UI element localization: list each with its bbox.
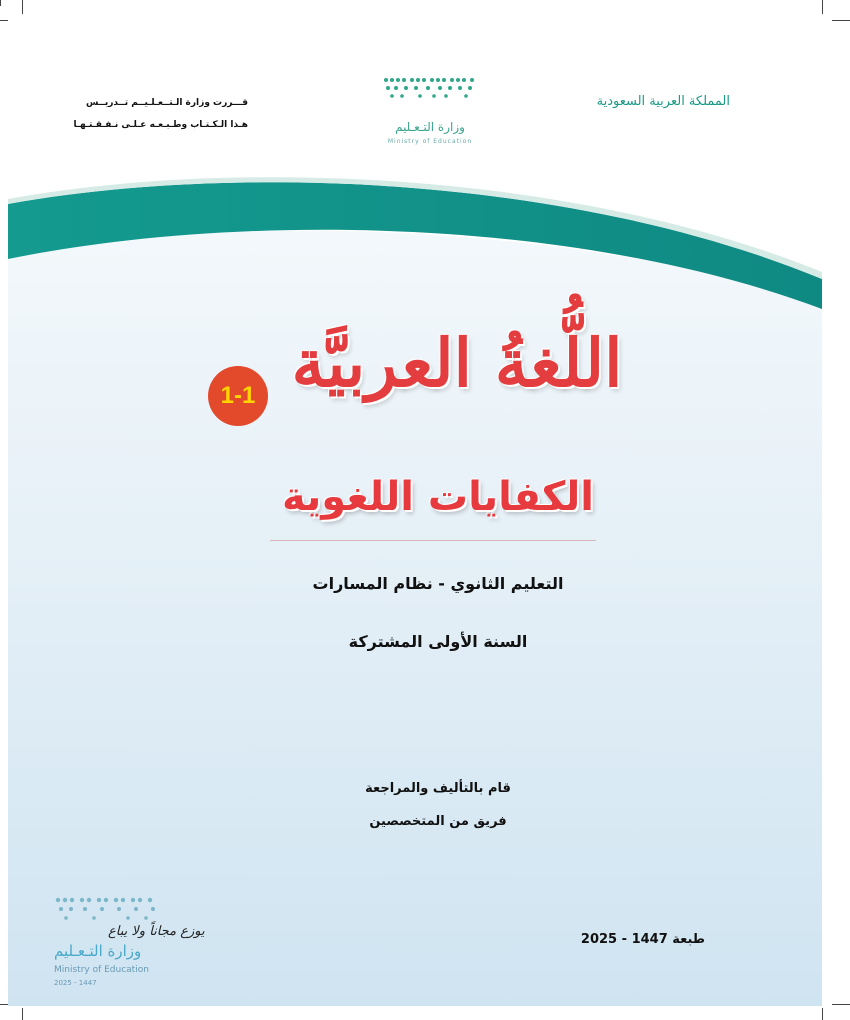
education-stage: التعليم الثانوي - نظام المسارات: [312, 574, 564, 593]
school-year: السنة الأولى المشتركة: [348, 632, 528, 651]
book-subtitle: الكفايات اللغوية: [282, 474, 594, 520]
crop-mark: [832, 1004, 850, 1005]
part-badge: 1-1: [208, 366, 268, 426]
kingdom-label: المملكة العربية السعودية: [596, 94, 730, 109]
free-distribution-label: يوزع مجاناً ولا يباع: [108, 924, 205, 939]
footer-ministry-ar: وزارة التـعـليم: [54, 942, 142, 960]
book-title: اللُّغةُ العربيَّة: [291, 324, 623, 402]
subtitle-underline: [270, 540, 596, 541]
author-line-1: قام بالتأليف والمراجعة: [365, 781, 511, 796]
ministry-name-en: Ministry of Education: [387, 138, 473, 145]
author-line-2: فريق من المتخصصين: [369, 814, 507, 829]
crop-mark: [822, 0, 823, 14]
crop-mark: [832, 20, 850, 21]
approval-line-1: قـــررت وزارة الـتــعـلـيــم تــدريــس: [85, 98, 248, 108]
crop-mark: [22, 0, 23, 14]
book-cover: [8, 14, 822, 1006]
ministry-name-ar: وزارة التـعـليم: [395, 120, 465, 134]
footer-years: 2025 - 1447: [54, 979, 97, 987]
crop-mark: [22, 1008, 23, 1020]
edition-label: طبعة 1447 - 2025: [580, 932, 706, 947]
crop-mark: [0, 0, 1, 6]
footer-ministry-en: Ministry of Education: [54, 965, 149, 975]
crop-mark: [822, 1008, 823, 1020]
approval-line-2: هـذا الـكـتـاب وطـبـعـه عـلـى نـفـقـتـهـا: [73, 120, 248, 130]
